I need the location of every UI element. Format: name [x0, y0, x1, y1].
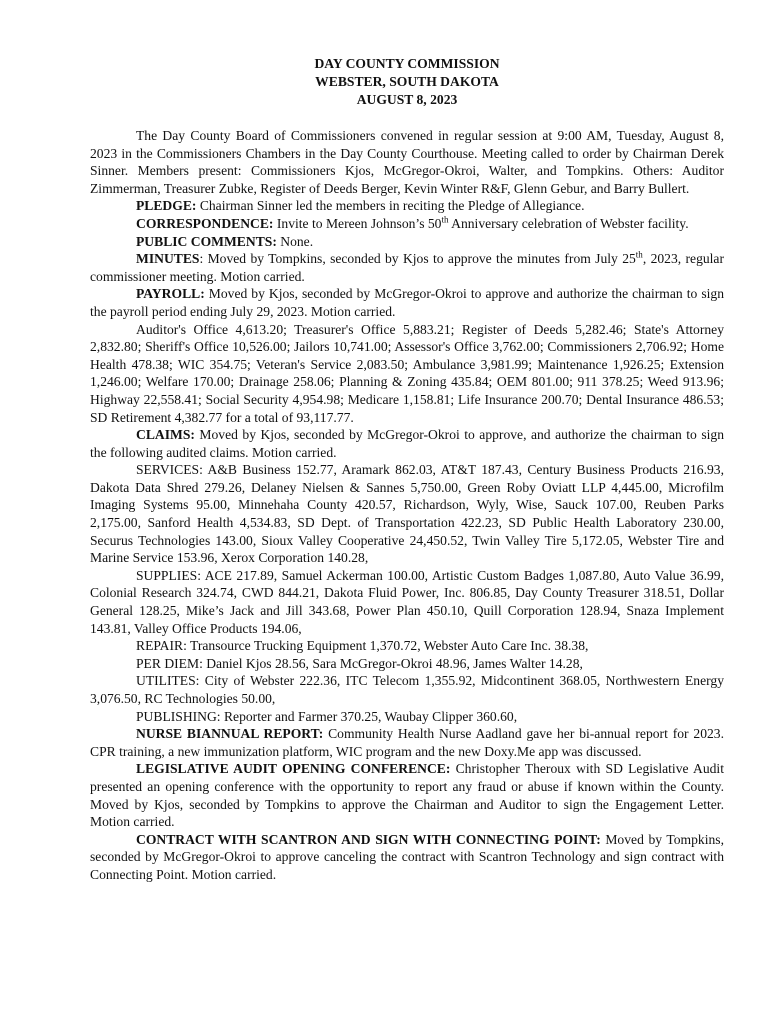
claims-heading: CLAIMS:	[136, 427, 195, 443]
correspondence-text: Invite to Mereen Johnson’s 50	[273, 215, 442, 231]
contract-paragraph	[90, 831, 724, 884]
minutes-text: : Moved by Tompkins, seconded by Kjos to approve the minutes from July 25	[199, 251, 636, 267]
legislative-audit-text: Christopher Theroux with SD Legislative Audit presented an opening conference with the opportunity to report any fraud or abuse if known within the County. Moved by Kjos, seconded by Tompkins to approve the Chairman and Auditor to sign the Engagement Letter. Motion carried.	[90, 761, 724, 830]
claims-text: Moved by Kjos, seconded by McGregor-Okroi to approve, and authorize the chairman to sign the following audited claims. Motion carried.	[90, 427, 724, 460]
payroll-detail-paragraph: Auditor's Office 4,613.20; Treasurer's Office 5,883.21; Register of Deeds 5,282.46; State's Attorney 2,832.80; Sheriff's Office 10,526.00; Jailors 10,741.00; Assessor's Office 3,762.00; Commissioners 2,706.92; Home Health 478.38; WIC 354.75; Veteran's Service 2,083.50; Ambulance 3,981.99; Maintenance 1,926.25; Extension 1,246.00; Welfare 170.00; Drainage 258.06; Planning & Zoning 435.84; OEM 801.00; 911 378.25; Weed 913.96; Highway 22,558.41; Social Security 4,954.98; Medicare 1,158.81; Life Insurance 200.70; Dental Insurance 486.53; SD Retirement 4,382.77 for a total of 93,117.77.	[90, 321, 724, 425]
public-comments-heading: PUBLIC COMMENTS:	[136, 233, 277, 249]
legislative-audit-paragraph	[90, 760, 724, 830]
intro-paragraph: The Day County Board of Commissioners convened in regular session at 9:00 AM, Tuesday, August 8, 2023 in the Commissioners Chambers in the Day County Courthouse. Meeting called to order by Chairman Derek Sinner. Members present: Commissioners Kjos, McGregor-Okroi, Walter, and Tompkins. Others: Auditor Zimmerman, Treasurer Zubke, Register of Deeds Berger, Kevin Winter R&F, Glenn Gebur, and Barry Bullert.	[90, 128, 724, 196]
nurse-report-paragraph	[90, 725, 724, 760]
utilities-paragraph: UTILITES: City of Webster 222.36, ITC Telecom 1,355.92, Midcontinent 368.05, Northwestern Energy 3,076.50, RC Technologies 50.00,	[90, 673, 724, 706]
document-header	[90, 55, 724, 109]
public-comments-paragraph	[90, 233, 724, 251]
pledge-paragraph	[90, 197, 724, 215]
payroll-text: Moved by Kjos, seconded by McGregor-Okroi to approve and authorize the chairman to sign the payroll period ending July 29, 2023. Motion carried.	[90, 286, 724, 319]
public-comments-text: None.	[276, 233, 314, 249]
ordinal-suffix: th	[635, 249, 643, 260]
repair-paragraph: REPAIR: Transource Trucking Equipment 1,370.72, Webster Auto Care Inc. 38.38,	[136, 638, 589, 654]
header-title: DAY COUNTY COMMISSION	[314, 56, 500, 71]
minutes-paragraph	[90, 250, 724, 285]
legislative-audit-heading: LEGISLATIVE AUDIT OPENING CONFERENCE:	[136, 761, 451, 777]
payroll-heading: PAYROLL:	[136, 286, 205, 302]
pledge-text: Chairman Sinner led the members in reciting the Pledge of Allegiance.	[196, 198, 585, 214]
correspondence-paragraph	[90, 215, 724, 233]
header-date: AUGUST 8, 2023	[356, 92, 458, 107]
contract-heading: CONTRACT WITH SCANTRON AND SIGN WITH CONNECTING POINT:	[136, 831, 601, 847]
correspondence-heading: CORRESPONDENCE:	[136, 215, 274, 231]
minutes-heading: MINUTES	[136, 251, 200, 267]
pledge-heading: PLEDGE:	[136, 198, 197, 214]
header-location: WEBSTER, SOUTH DAKOTA	[315, 74, 499, 89]
correspondence-text-end: Anniversary celebration of Webster facility.	[448, 215, 689, 231]
publishing-paragraph: PUBLISHING: Reporter and Farmer 370.25, Waubay Clipper 360.60,	[136, 708, 518, 724]
supplies-paragraph: SUPPLIES: ACE 217.89, Samuel Ackerman 100.00, Artistic Custom Badges 1,087.80, Auto Value 36.99, Colonial Research 324.74, CWD 844.21, Dakota Fluid Power, Inc. 806.85, Day County Treasurer 318.51, Dollar General 128.25, Mike’s Jack and Jill 343.68, Power Plan 450.10, Quill Corporation 128.94, Snaza Implement 143.81, Valley Office Products 194.06,	[90, 567, 724, 636]
contract-text: Moved by Tompkins, seconded by McGregor-Okroi to approve canceling the contract with Scantron Technology and sign contract with Connecting Point. Motion carried.	[90, 831, 724, 882]
nurse-report-text: Community Health Nurse Aadland gave her bi-annual report for 2023. CPR training, a new immunization platform, WIC program and the new Doxy.Me app was discussed.	[90, 726, 724, 759]
ordinal-suffix: th	[441, 214, 449, 225]
nurse-report-heading: NURSE BIANNUAL REPORT:	[136, 726, 324, 742]
per-diem-paragraph: PER DIEM: Daniel Kjos 28.56, Sara McGregor-Okroi 48.96, James Walter 14.28,	[136, 655, 583, 671]
minutes-text-end: , 2023, regular commissioner meeting. Motion carried.	[90, 251, 724, 284]
services-paragraph: SERVICES: A&B Business 152.77, Aramark 862.03, AT&T 187.43, Century Business Products 216.93, Dakota Data Shred 279.26, Delaney Nielsen & Sannes 5,750.00, Green Roby Oviatt LLP 4,445.00, Microfilm Imaging Systems 95.00, Minnehaha County 420.57, Richardson, Wyly, Wise, Sauck 107.00, Reuben Parks 2,175.00, Sanford Health 4,534.83, SD Dept. of Transportation 422.23, SD Public Health Laboratory 230.00, Securus Technologies 143.00, Sioux Valley Cooperative 24,450.52, Twin Valley Tire 5,172.05, Webster Tire and Marine Service 153.96, Xerox Corporation 140.28,	[90, 462, 724, 566]
claims-paragraph	[90, 426, 724, 461]
payroll-paragraph	[90, 285, 724, 320]
